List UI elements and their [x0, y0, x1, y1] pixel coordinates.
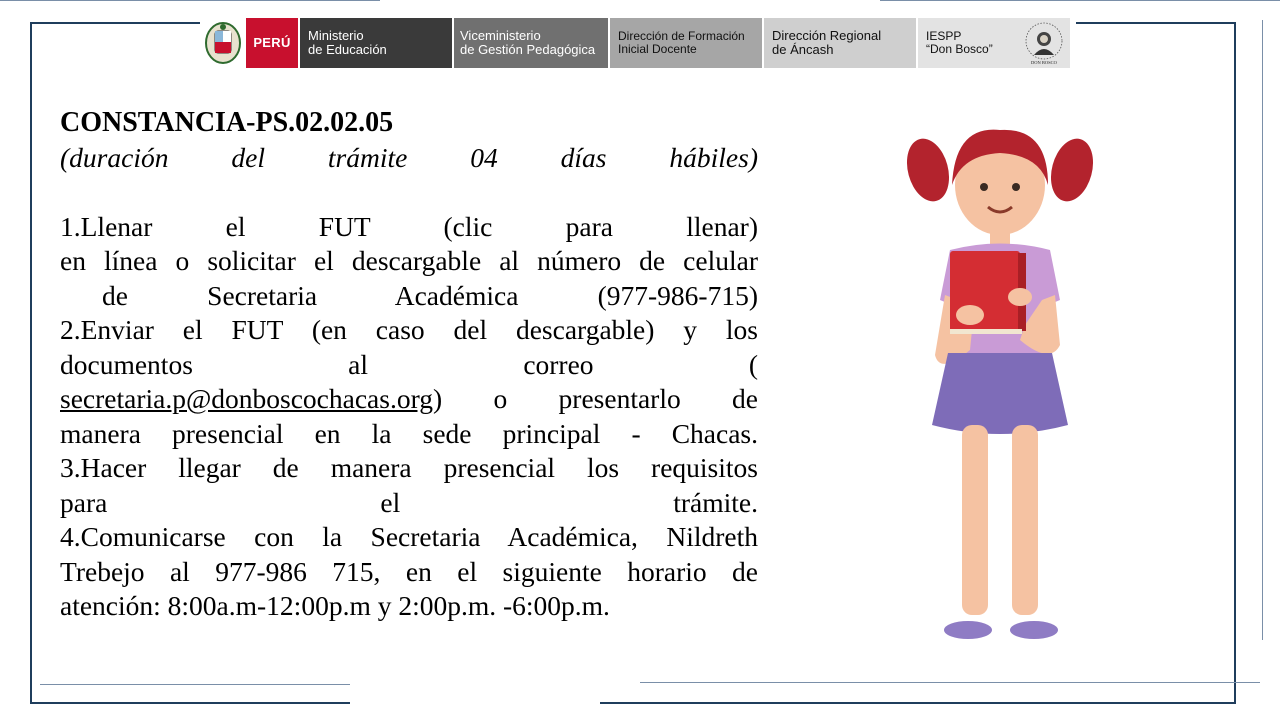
frame-line [40, 684, 350, 685]
regional-line1: Dirección Regional [772, 28, 882, 44]
step1-line3: de Secretaria Académica (977-986-715) [102, 279, 758, 311]
step1-line2: en línea o solicitar el descargable al número de celular [60, 245, 758, 276]
step2-after-email: ) o presentarlo de [433, 383, 758, 414]
don-bosco-seal-icon [1022, 21, 1066, 65]
vice-line1: Viceministerio [460, 28, 541, 44]
frame-line [1076, 22, 1236, 24]
regional-line2: de Áncash [772, 42, 834, 57]
step4-line2: Trebejo al 977-986 715, en el siguiente horario de [60, 555, 758, 587]
frame-line [0, 0, 380, 1]
page-title: CONSTANCIA-PS.02.02.05 [60, 107, 394, 138]
iespp-line2: “Don Bosco” [926, 42, 993, 56]
direction-label [608, 18, 762, 68]
step3-line1: 3.Hacer llegar de manera presencial los requisitos [60, 452, 758, 483]
step4-line1: 4.Comunicarse con la Secretaria Académica, Nildreth [60, 521, 758, 552]
direction-line1: Dirección de Formación [618, 29, 745, 44]
peru-label: PERÚ [246, 18, 298, 68]
step4-line3: atención: 8:00a.m-12:00p.m y 2:00p.m. -6:00p.m. [60, 590, 610, 621]
email-link[interactable]: secretaria.p@donboscochacas.org [60, 383, 433, 414]
frame-line [30, 702, 350, 704]
header-banner [200, 18, 1070, 68]
ministry-label [298, 18, 452, 68]
procedure-text [60, 106, 758, 624]
frame-line [1234, 22, 1236, 704]
step2-line3 [60, 382, 758, 417]
vice-line2: de Gestión Pedagógica [460, 42, 596, 57]
step2-line2: documentos al correo ( [60, 348, 758, 380]
ministry-line1: Ministerio [308, 28, 364, 44]
iespp-line1: IESPP [926, 29, 962, 44]
girl-with-book-illustration [900, 125, 1100, 645]
frame-line [640, 682, 1260, 683]
direction-line2: Inicial Docente [618, 42, 697, 56]
step2-line1: 2.Enviar el FUT (en caso del descargable) y los [60, 314, 758, 345]
frame-line [600, 702, 1236, 704]
ministry-line2: de Educación [308, 42, 387, 57]
frame-line [30, 22, 32, 704]
step1-line1: 1.Llenar el FUT (clic para llenar) [60, 210, 758, 242]
step2-line4: manera presencial en la sede principal - Chacas. [60, 417, 758, 449]
frame-line [880, 0, 1280, 1]
viceministry-label [452, 18, 608, 68]
duration-note: (duración del trámite 04 días hábiles) [60, 141, 758, 173]
frame-line [1262, 20, 1263, 640]
frame-line [30, 22, 200, 24]
seal-text: DON BOSCO [1031, 60, 1057, 65]
peru-coat-of-arms-icon [200, 18, 246, 68]
regional-label [762, 18, 916, 68]
step3-line2: para el trámite. [60, 486, 758, 518]
iespp-label [916, 18, 1070, 68]
